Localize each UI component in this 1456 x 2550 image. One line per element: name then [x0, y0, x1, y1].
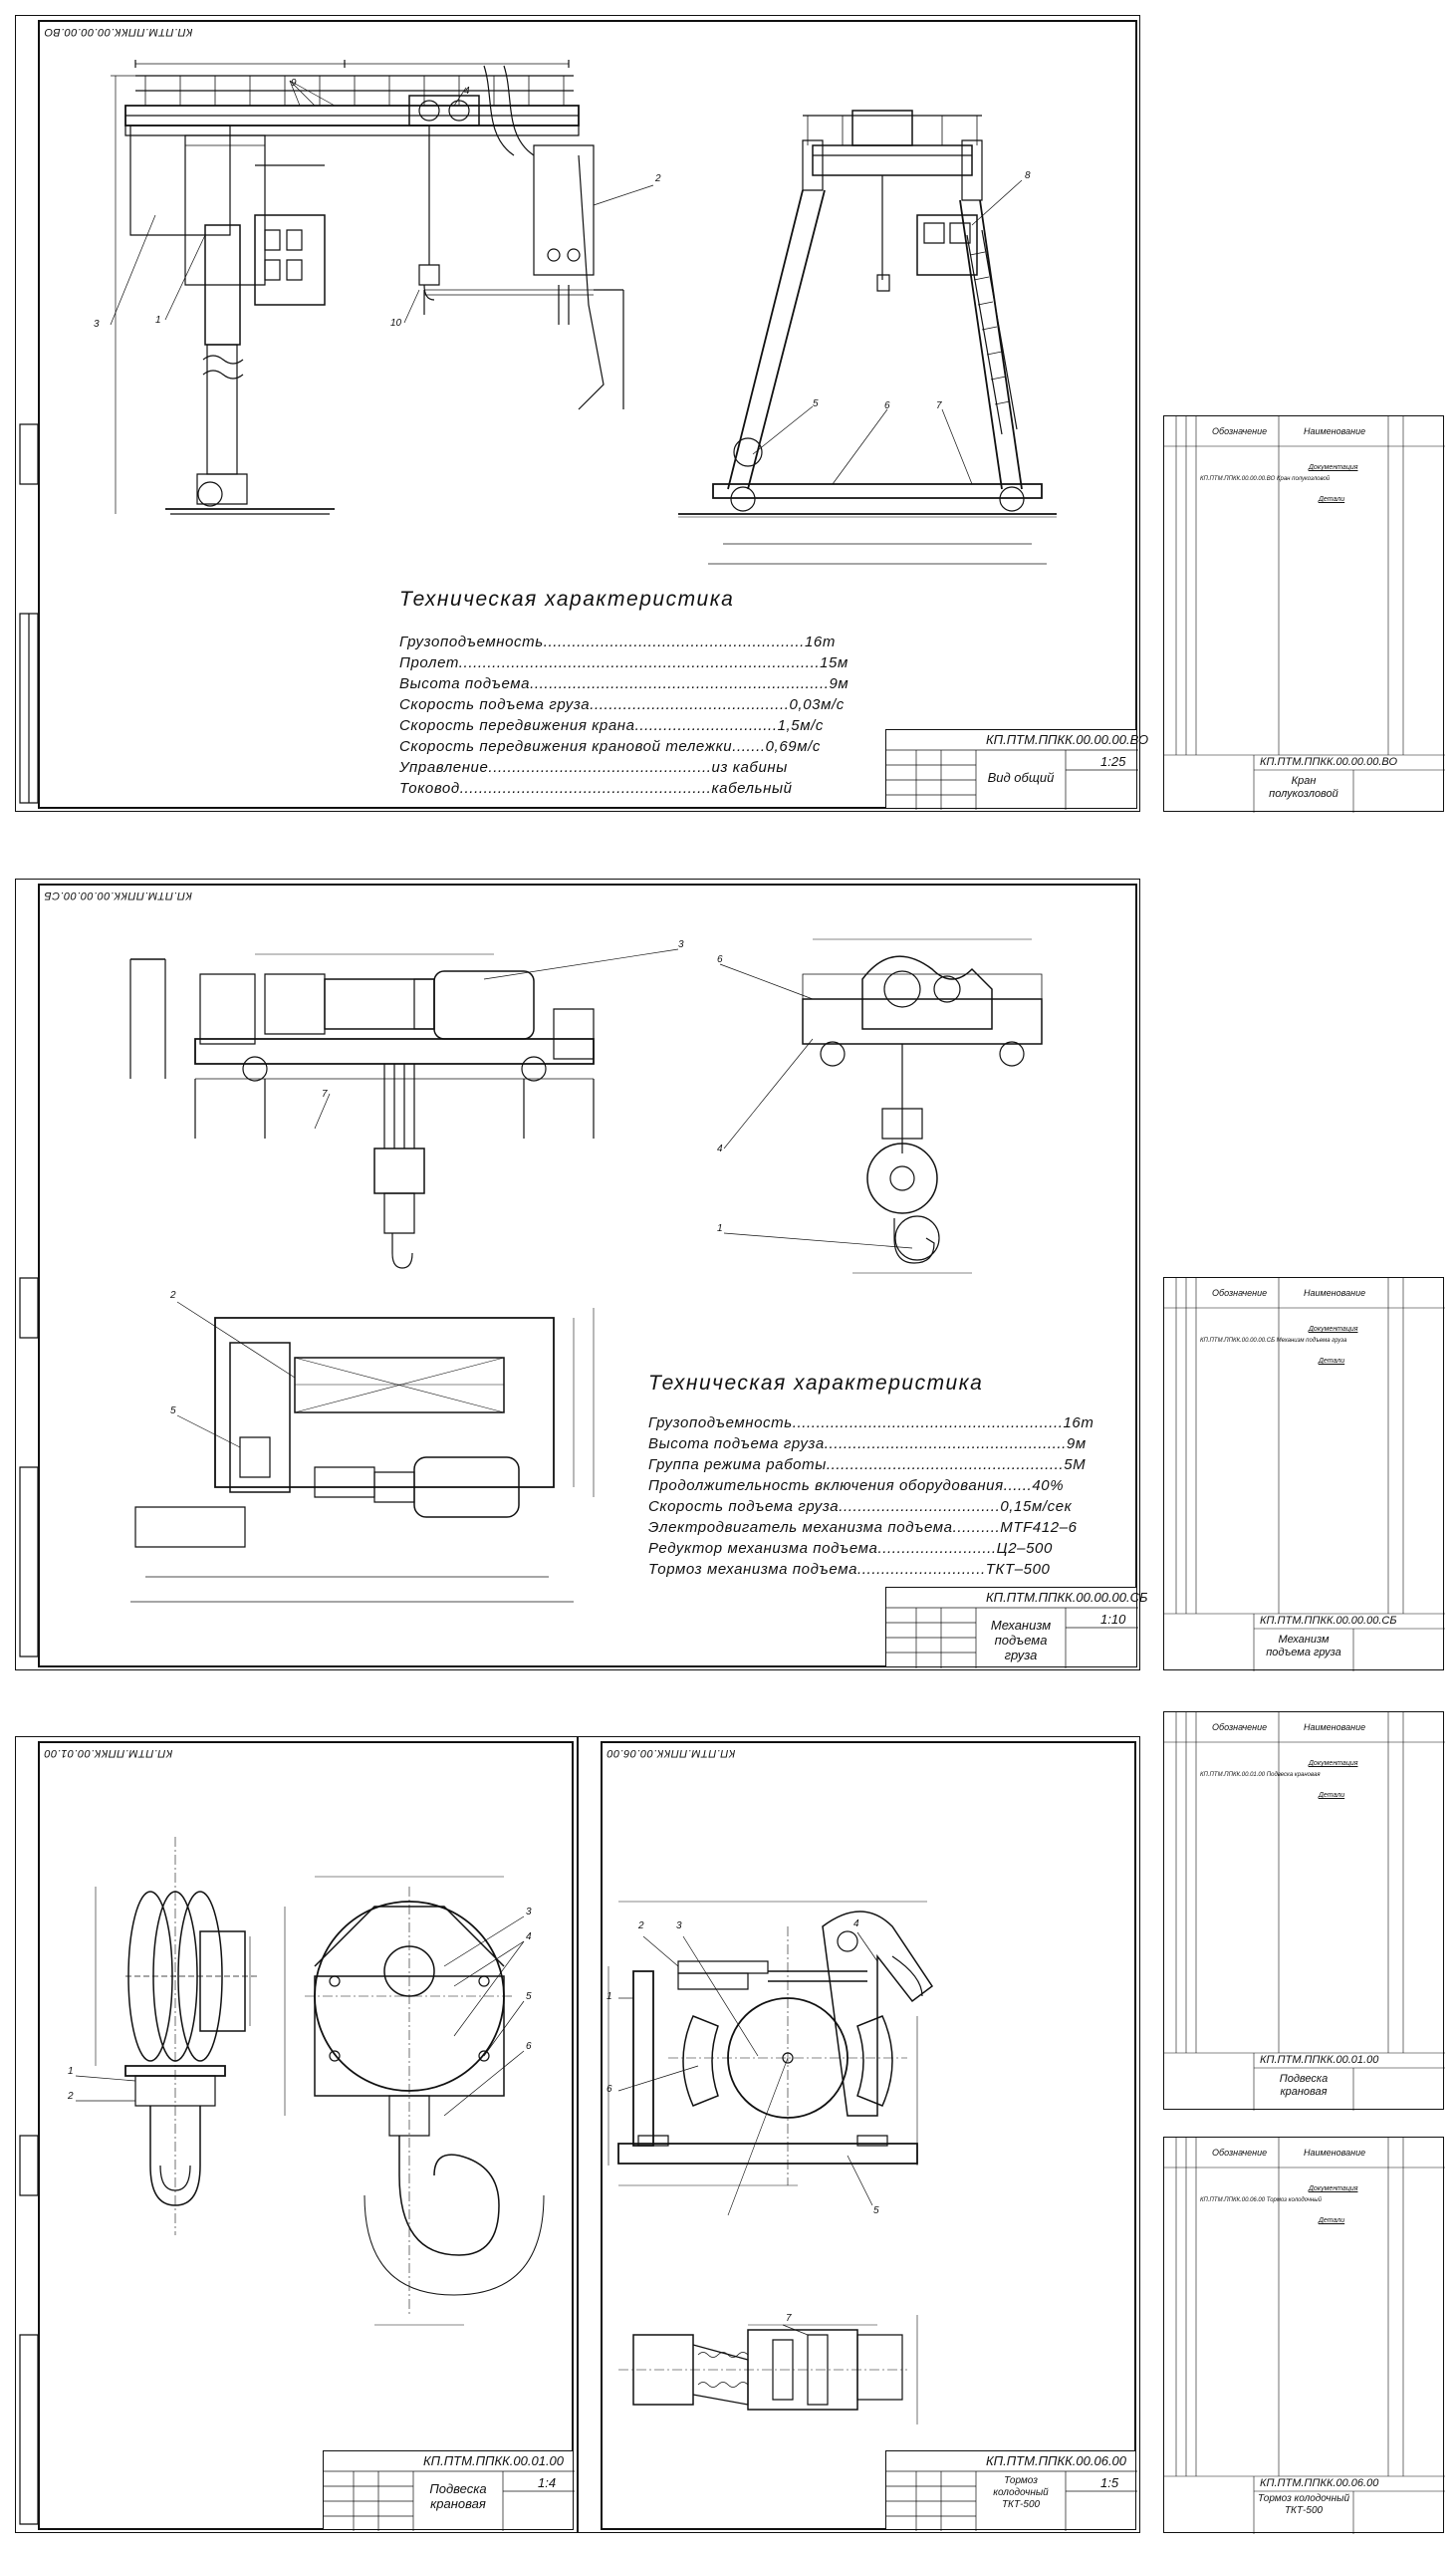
tech-spec-line: Скорость подъема груза..........................................0,03м/с [399, 696, 845, 713]
callout-7: 7 [322, 1089, 328, 1100]
spec-section-docs: Документация [1309, 464, 1358, 471]
tech-spec-line: Токовод.....................................................кабельный [399, 780, 793, 797]
spec-row: КП.ПТМ.ППКК.00.00.00.ВО Кран полукозловой [1200, 476, 1331, 482]
spec-header-designation: Обозначение [1212, 1288, 1268, 1298]
callout-6: 6 [717, 954, 723, 965]
sheet-hoist-mechanism [15, 879, 1148, 1670]
brake-drawing [579, 1737, 1141, 2534]
tech-spec-line: Тормоз механизма подъема...........................ТКТ–500 [648, 1561, 1051, 1578]
callout-8: 8 [1025, 170, 1031, 181]
spec-sheet-hoist [1163, 1277, 1444, 1670]
spec-section-docs: Документация [1309, 2185, 1358, 2192]
title-block-name: Тормоз колодочный ТКТ-500 [993, 2475, 1049, 2510]
title-block-code: КП.ПТМ.ППКК.00.01.00 [423, 2453, 565, 2468]
title-block [885, 729, 1149, 809]
title-block [323, 2450, 574, 2530]
spec-code: КП.ПТМ.ППКК.00.00.00.СБ [1260, 1615, 1397, 1627]
callout-7: 7 [786, 2313, 792, 2324]
title-block-scale: 1:5 [1100, 2475, 1119, 2490]
callout-2: 2 [638, 1920, 644, 1931]
title-block-scale: 1:4 [538, 2475, 557, 2490]
callout-1: 1 [607, 1991, 612, 2002]
title-block [885, 1587, 1148, 1667]
spec-sheet-hook-block [1163, 1711, 1444, 2110]
callout-1: 1 [155, 315, 161, 326]
spec-section-docs: Документация [1309, 1760, 1358, 1767]
title-block-code: КП.ПТМ.ППКК.00.06.00 [986, 2453, 1127, 2468]
callout-1: 1 [68, 2066, 74, 2077]
spec-header-designation: Обозначение [1212, 2148, 1268, 2158]
spec-header-designation: Обозначение [1212, 1722, 1268, 1732]
title-block-name: Механизм подъема груза [990, 1618, 1052, 1662]
callout-10: 10 [390, 318, 402, 329]
callout-5: 5 [813, 398, 819, 409]
tech-spec-line: Скорость передвижения крана..............................1,5м/с [399, 717, 824, 734]
callout-2: 2 [655, 173, 661, 184]
tech-spec-line: Грузоподъемность.......................................................16т [399, 634, 836, 650]
callout-1: 1 [717, 1223, 723, 1234]
sheet-hook-block [15, 1736, 578, 2533]
crane-general-drawing [16, 16, 1141, 813]
tech-spec-line: Пролет............................................................................15м [399, 654, 849, 671]
spec-header-name: Наименование [1304, 426, 1366, 436]
tech-spec-line: Скорость подъема груза..................................0,15м/сек [648, 1498, 1073, 1515]
callout-3: 3 [678, 939, 684, 950]
spec-name: Подвеска крановая [1279, 2073, 1329, 2098]
callout-6: 6 [607, 2084, 612, 2095]
callout-3: 3 [676, 1920, 682, 1931]
sheet-brake [578, 1736, 1140, 2533]
callout-2: 2 [170, 1290, 176, 1301]
callout-2: 2 [68, 2091, 74, 2102]
spec-section-parts: Детали [1319, 2217, 1345, 2224]
sheet-general-view [15, 15, 1149, 812]
hook-block-drawing [16, 1737, 579, 2534]
tech-spec-line: Управление...............................................из кабины [399, 759, 788, 776]
sheet-stamp-code: КП.ПТМ.ППКК.00.06.00 [607, 1747, 736, 1759]
spec-row: КП.ПТМ.ППКК.00.06.00 Тормоз колодочный [1200, 2197, 1322, 2203]
callout-4: 4 [717, 1144, 723, 1154]
title-block [885, 2450, 1136, 2530]
spec-name: Механизм подъема груза [1266, 1634, 1341, 1658]
tech-spec-line: Редуктор механизма подъема.........................Ц2–500 [648, 1540, 1053, 1557]
callout-4: 4 [853, 1918, 859, 1929]
spec-section-parts: Детали [1319, 1358, 1345, 1365]
spec-code: КП.ПТМ.ППКК.00.00.00.ВО [1260, 756, 1398, 768]
sheet-stamp-code: КП.ПТМ.ППКК.00.01.00 [44, 1747, 173, 1759]
spec-name: Тормоз колодочный ТКТ-500 [1257, 2493, 1350, 2516]
callout-5: 5 [526, 1991, 532, 2002]
spec-section-parts: Детали [1319, 1792, 1345, 1799]
spec-header-name: Наименование [1304, 1288, 1366, 1298]
tech-spec-line: Скорость передвижения крановой тележки.......0,69м/с [399, 738, 821, 755]
sheet-stamp-code: КП.ПТМ.ППКК.00.00.00.СБ [44, 890, 192, 901]
spec-header-name: Наименование [1304, 2148, 1366, 2158]
sheet-stamp-code: КП.ПТМ.ППКК.00.00.00.ВО [44, 26, 193, 38]
title-block-scale: 1:10 [1100, 1612, 1126, 1627]
callout-3: 3 [526, 1907, 532, 1917]
tech-spec-line: Грузоподъемность.........................................................16т [648, 1414, 1094, 1431]
spec-header-designation: Обозначение [1212, 426, 1268, 436]
tech-spec-line: Высота подъема...............................................................9м [399, 675, 849, 692]
title-block-code: КП.ПТМ.ППКК.00.00.00.ВО [986, 732, 1149, 747]
callout-3: 3 [94, 319, 100, 330]
tech-spec-title: Техническая характеристика [399, 588, 735, 611]
spec-row: КП.ПТМ.ППКК.00.01.00 Подвеска крановая [1200, 1772, 1321, 1778]
title-block-name: Вид общий [987, 770, 1055, 785]
tech-spec-line: Продолжительность включения оборудования......40% [648, 1477, 1065, 1494]
callout-7: 7 [936, 400, 942, 411]
title-block-name: Подвеска крановая [429, 2481, 487, 2511]
callout-5: 5 [170, 1405, 176, 1416]
callout-9: 9 [291, 78, 297, 89]
tech-spec-line: Группа режима работы..................................................5М [648, 1456, 1087, 1473]
tech-spec-line: Электродвигатель механизма подъема..........MTF412–6 [648, 1519, 1078, 1536]
spec-sheet-crane [1163, 415, 1444, 812]
spec-header-name: Наименование [1304, 1722, 1366, 1732]
tech-spec-title: Техническая характеристика [648, 1372, 984, 1395]
spec-code: КП.ПТМ.ППКК.00.06.00 [1260, 2477, 1379, 2489]
spec-row: КП.ПТМ.ППКК.00.00.00.СБ Механизм подъема груза [1200, 1338, 1347, 1344]
callout-4: 4 [526, 1931, 532, 1942]
callout-4: 4 [464, 86, 470, 97]
tech-spec-line: Высота подъема груза...................................................9м [648, 1435, 1087, 1452]
callout-6: 6 [884, 400, 890, 411]
spec-section-docs: Документация [1309, 1326, 1358, 1333]
spec-sheet-brake [1163, 2137, 1444, 2533]
title-block-code: КП.ПТМ.ППКК.00.00.00.СБ [986, 1590, 1148, 1605]
callout-6: 6 [526, 2041, 532, 2052]
callout-5: 5 [873, 2205, 879, 2216]
spec-code: КП.ПТМ.ППКК.00.01.00 [1260, 2054, 1379, 2066]
spec-name: Кран полукозловой [1269, 775, 1338, 800]
spec-section-parts: Детали [1319, 496, 1345, 503]
title-block-scale: 1:25 [1100, 754, 1126, 769]
